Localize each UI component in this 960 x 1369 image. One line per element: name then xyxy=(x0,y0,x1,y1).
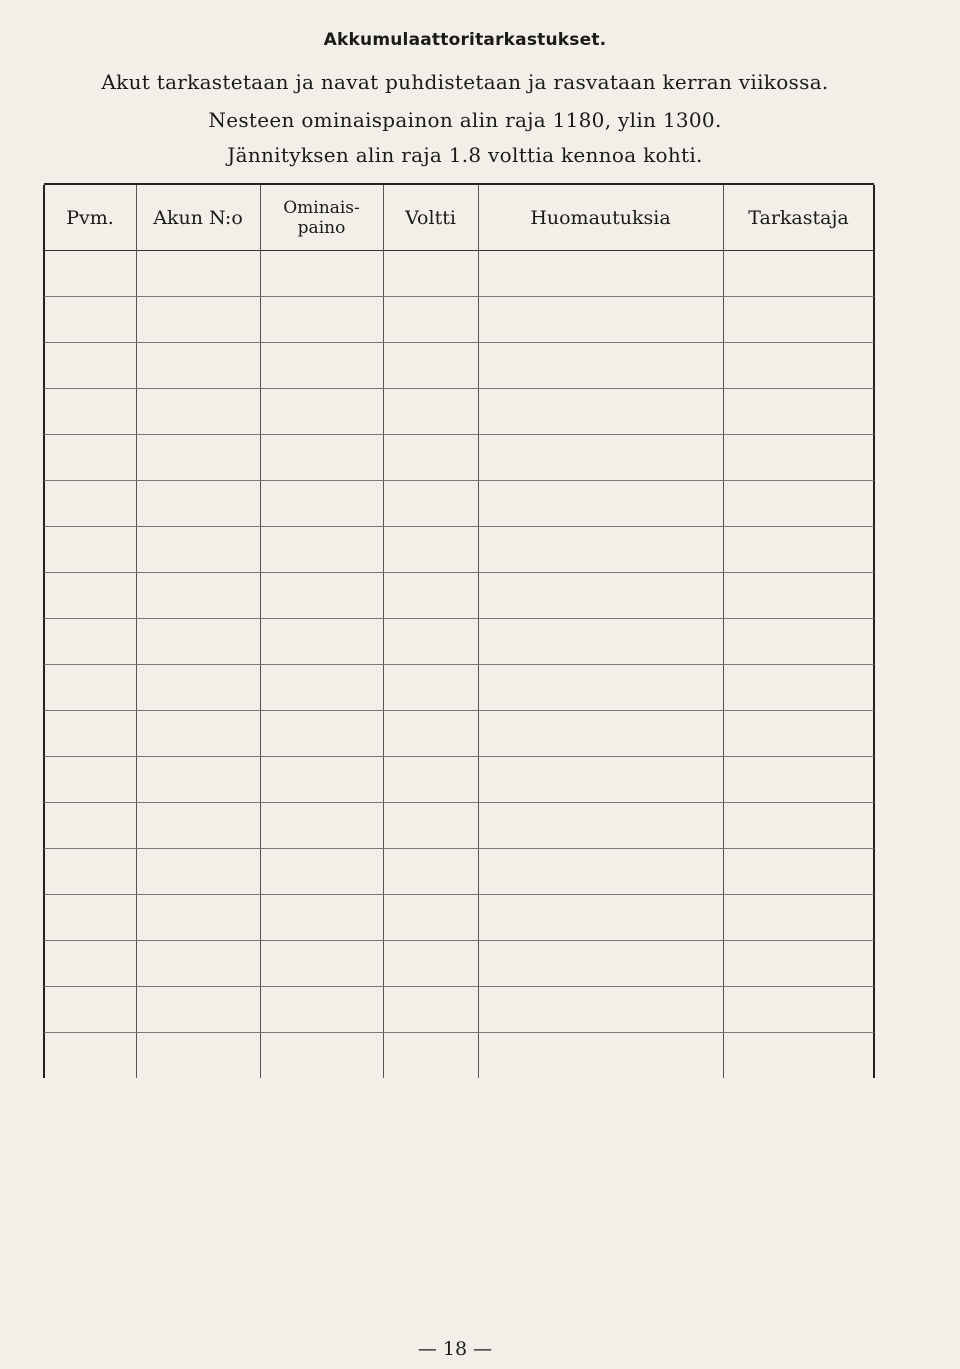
instruction-line-1: Akut tarkastetaan ja navat puhdistetaan ja rasvataan kerran viikossa. xyxy=(101,70,829,94)
table-row-line xyxy=(44,388,874,389)
table-left-border xyxy=(43,185,45,1078)
column-header-ominaispaino xyxy=(260,185,383,250)
table-right-border xyxy=(873,185,875,1078)
column-divider xyxy=(478,185,479,1078)
page-title: Akkumulaattoritarkastukset. xyxy=(323,30,607,50)
column-divider xyxy=(136,185,137,1078)
table-row-line xyxy=(44,802,874,803)
column-header-pvm: Pvm. xyxy=(66,206,114,229)
table-row-line xyxy=(44,894,874,895)
column-header-voltti: Voltti xyxy=(405,206,456,229)
table-row-line xyxy=(44,434,874,435)
table-row-line xyxy=(44,848,874,849)
header-bottom-border xyxy=(44,250,874,251)
ominaispaino-label-line-2: paino xyxy=(297,217,346,238)
table-row-line xyxy=(44,986,874,987)
column-header-huomautuksia: Huomautuksia xyxy=(530,206,671,229)
instruction-line-3: Jännityksen alin raja 1.8 volttia kennoa kohti. xyxy=(227,143,703,167)
table-row-line xyxy=(44,940,874,941)
column-divider xyxy=(383,185,384,1078)
table-row-line xyxy=(44,480,874,481)
table-row-line xyxy=(44,756,874,757)
table-row-line xyxy=(44,342,874,343)
column-header-tarkastaja: Tarkastaja xyxy=(748,206,849,229)
column-header-akun-no: Akun N:o xyxy=(153,206,243,229)
table-row-line xyxy=(44,572,874,573)
column-divider xyxy=(723,185,724,1078)
table-row-line xyxy=(44,296,874,297)
table-row-line xyxy=(44,618,874,619)
column-divider xyxy=(260,185,261,1078)
page-number: — 18 — xyxy=(417,1338,493,1360)
table-row-line xyxy=(44,664,874,665)
instruction-line-2: Nesteen ominaispainon alin raja 1180, ylin 1300. xyxy=(208,108,722,132)
table-row-line xyxy=(44,1032,874,1033)
table-row-line xyxy=(44,526,874,527)
ominaispaino-label-line-1: Ominais- xyxy=(283,197,360,218)
inspection-log-table xyxy=(44,183,874,1078)
table-row-line xyxy=(44,710,874,711)
